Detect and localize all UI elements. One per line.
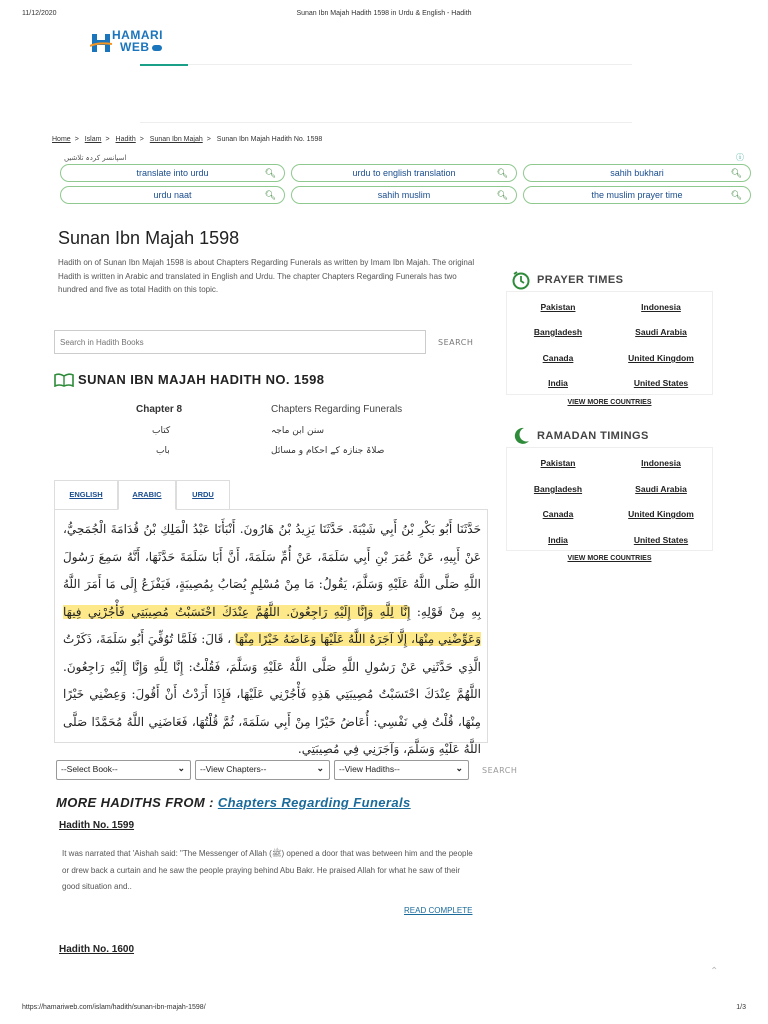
- logo-dot: [152, 45, 162, 51]
- ad-pill-sahih-muslim[interactable]: [291, 186, 517, 204]
- ramadan-timings-title: RAMADAN TIMINGS: [537, 430, 649, 442]
- ramadan-country-bangladesh[interactable]: Bangladesh: [533, 484, 583, 494]
- breadcrumb-islam[interactable]: Islam: [84, 136, 102, 143]
- select-chapters-value: --View Chapters--: [200, 764, 267, 774]
- bab-label: باب: [156, 446, 170, 456]
- arabic-text-part1: حَدَّثَنَا أَبُو بَكْرِ بْنُ أَبِي شَيْبَةَ. حَدَّثَنَا يَزِيدُ بْنُ هَارُونَ. أَنْبَأَنَا عَبْدُ الْمَلِكِ بْنُ قُدَامَةَ الْجُمَحِيُّ، عَنْ أَبِيهِ، عَنْ عُمَرَ بْنِ أَبِي سَلَمَةَ، عَنْ أُمِّ سَلَمَةَ، أَنَّ أَبَا سَلَمَةَ حَدَّثَهَا، أَنَّهُ سَمِعَ رَسُولَ اللَّهِ صَلَّى اللَّهُ عَلَيْهِ وَسَلَّمَ، يَقُولُ: مَا مِنْ مُسْلِمٍ يُصَابُ بِمُصِيبَةٍ، فَيَفْزَعُ إِلَى مَا أَمَرَ اللَّهُ بِهِ مِنْ قَوْلِهِ:: [63, 522, 481, 619]
- prayer-country-united-states[interactable]: United States: [633, 378, 689, 388]
- more-hadiths-heading: [56, 795, 411, 810]
- prayer-country-canada[interactable]: Canada: [542, 353, 574, 363]
- select-book-value: --Select Book--: [61, 764, 118, 774]
- nav-divider: [140, 64, 632, 65]
- breadcrumb-hadith[interactable]: Hadith: [115, 136, 136, 143]
- arabic-hadith-text: [63, 516, 481, 764]
- ramadan-country-pakistan[interactable]: Pakistan: [540, 458, 576, 468]
- tab-arabic[interactable]: ARABIC: [118, 480, 176, 510]
- breadcrumb-sep: >: [139, 136, 144, 143]
- ad-info-icon[interactable]: ⓘ: [736, 153, 744, 162]
- search-icon: 🔍︎: [496, 168, 508, 178]
- crescent-moon-icon: [511, 426, 531, 446]
- ad-pill-label: urdu to english translation: [352, 168, 456, 178]
- ad-pill-label: the muslim prayer time: [591, 190, 683, 200]
- sponsored-label: اسپانسر کردہ تلاشیں: [64, 154, 127, 162]
- site-logo[interactable]: [90, 26, 170, 56]
- selector-search-button[interactable]: SEARCH: [482, 766, 518, 775]
- prayer-country-united-kingdom[interactable]: United Kingdom: [628, 353, 694, 363]
- logo-line1: HAMARI: [112, 28, 163, 42]
- chapter-name: Chapters Regarding Funerals: [271, 404, 403, 415]
- kitab-label: کتاب: [152, 426, 171, 436]
- prayer-times-title: PRAYER TIMES: [537, 274, 624, 286]
- prayer-country-india[interactable]: India: [548, 378, 568, 388]
- prayer-country-bangladesh[interactable]: Bangladesh: [533, 327, 583, 337]
- select-book[interactable]: [56, 760, 191, 780]
- prayer-country-pakistan[interactable]: Pakistan: [540, 302, 576, 312]
- scroll-to-top-icon[interactable]: ⌃: [710, 966, 719, 977]
- breadcrumb-sep: >: [105, 136, 110, 143]
- ramadan-country-saudi-arabia[interactable]: Saudi Arabia: [635, 484, 687, 494]
- hadith-1600-link[interactable]: Hadith No. 1600: [59, 944, 135, 955]
- bab-value: صلاۃ جنازہ کے احکام و مسائل: [271, 446, 385, 456]
- hadith-1599-link[interactable]: Hadith No. 1599: [59, 820, 135, 831]
- search-icon: 🔍︎: [730, 190, 742, 200]
- ad-pill-urdu-naat[interactable]: [60, 186, 285, 204]
- ad-pill-label: urdu naat: [153, 190, 192, 200]
- prayer-view-more-link[interactable]: VIEW MORE COUNTRIES: [567, 399, 652, 406]
- select-chapters[interactable]: [195, 760, 330, 780]
- ad-pill-label: sahih muslim: [377, 190, 431, 200]
- hadith-heading-text: SUNAN IBN MAJAH HADITH NO. 1598: [78, 372, 325, 387]
- chevron-down-icon: ⌄: [177, 763, 185, 773]
- print-title: Sunan Ibn Majah Hadith 1598 in Urdu & English - Hadith: [296, 10, 472, 17]
- breadcrumb-home[interactable]: Home: [52, 136, 71, 143]
- more-hadiths-prefix: MORE HADITHS FROM :: [56, 795, 214, 810]
- ramadan-view-more-link[interactable]: VIEW MORE COUNTRIES: [567, 555, 652, 562]
- search-icon: 🔍︎: [730, 168, 742, 178]
- chevron-down-icon: ⌄: [316, 763, 324, 773]
- prayer-country-indonesia[interactable]: Indonesia: [641, 302, 681, 312]
- ramadan-country-united-states[interactable]: United States: [633, 535, 689, 545]
- clock-icon: [511, 270, 531, 290]
- ad-pill-urdu-to-english[interactable]: [291, 164, 517, 182]
- breadcrumb-sep: >: [206, 136, 211, 143]
- search-button[interactable]: SEARCH: [438, 338, 474, 347]
- more-hadiths-chapter-link[interactable]: Chapters Regarding Funerals: [217, 795, 411, 810]
- chapter-label: Chapter 8: [136, 404, 183, 415]
- ramadan-country-india[interactable]: India: [548, 535, 568, 545]
- ad-divider: [140, 122, 632, 123]
- page-intro: Hadith on of Sunan Ibn Majah 1598 is about Chapters Regarding Funerals as written by Imam Ibn Majah. The original Hadith is written in Arabic and translated in English and Urdu. The chapter Chapters Regarding Funerals has two hundred and five as total Hadith on this topic.: [58, 258, 475, 294]
- ad-pill-label: sahih bukhari: [610, 168, 664, 178]
- print-date: 11/12/2020: [22, 10, 57, 17]
- breadcrumb-sep: >: [74, 136, 79, 143]
- page-title: Sunan Ibn Majah 1598: [58, 228, 240, 248]
- tab-urdu[interactable]: URDU: [176, 480, 230, 510]
- breadcrumb-current: Sunan Ibn Majah Hadith No. 1598: [216, 136, 323, 143]
- tab-english[interactable]: ENGLISH: [54, 480, 118, 510]
- open-book-icon: [54, 373, 74, 387]
- breadcrumb: [52, 136, 322, 143]
- search-icon: 🔍︎: [264, 168, 276, 178]
- select-hadiths[interactable]: [334, 760, 469, 780]
- hadith-heading: [54, 372, 324, 387]
- prayer-country-saudi-arabia[interactable]: Saudi Arabia: [635, 327, 687, 337]
- ramadan-country-united-kingdom[interactable]: United Kingdom: [628, 509, 694, 519]
- logo-line2: WEB: [120, 40, 150, 54]
- print-page-number: 1/3: [736, 1004, 746, 1011]
- arabic-text-panel: [54, 509, 488, 756]
- chevron-down-icon: ⌄: [455, 763, 463, 773]
- search-icon: 🔍︎: [264, 190, 276, 200]
- print-url: https://hamariweb.com/islam/hadith/sunan-ibn-majah-1598/: [22, 1004, 206, 1011]
- ad-pill-translate-into-urdu[interactable]: [60, 164, 285, 182]
- breadcrumb-book[interactable]: Sunan Ibn Majah: [149, 136, 203, 143]
- ramadan-country-canada[interactable]: Canada: [542, 509, 574, 519]
- logo-icon: [90, 30, 114, 54]
- kitab-value: سنن ابن ماجہ: [271, 426, 325, 436]
- arabic-text-part2: ، قَالَ: فَلَمَّا تُوُفِّيَ أَبُو سَلَمَةَ، ذَكَرْتُ الَّذِي حَدَّثَنِي عَنْ رَسُولِ اللَّهِ صَلَّى اللَّهُ عَلَيْهِ وَسَلَّمَ، فَقُلْتُ: إِنَّا لِلَّهِ وَإِنَّا إِلَيْهِ رَاجِعُونَ. اللَّهُمَّ عِنْدَكَ احْتَسَبْتُ مُصِيبَتِي هَذِهِ فَأْجُرْنِي عَلَيْهَا، فَإِذَا أَرَدْتُ أَنْ أَقُولَ: وَعِضْنِي خَيْرًا مِنْهَا، قُلْتُ فِي نَفْسِي: أُعَاضُ خَيْرًا مِنْ أَبِي سَلَمَةَ، ثُمَّ قُلْتُهَا، فَعَاضَنِي اللَّهُ مُحَمَّدًا صَلَّى اللَّهُ عَلَيْهِ وَسَلَّمَ، وَآجَرَنِي فِي مُصِيبَتِي.: [63, 632, 481, 756]
- logo-line2-wrap: [120, 40, 162, 54]
- arabic-text-highlight: إِنَّا لِلَّهِ وَإِنَّا إِلَيْهِ رَاجِعُونَ. اللَّهُمَّ عِنْدَكَ احْتَسَبْتُ مُصِيبَتِي فَأْجُرْنِي فِيهَا وَعَوِّضْنِي مِنْهَا، إِلَّا آجَرَهُ اللَّهُ عَلَيْهَا وَعَاضَهُ خَيْرًا مِنْهَا: [63, 604, 482, 646]
- ad-pill-muslim-prayer-time[interactable]: [523, 186, 751, 204]
- select-hadiths-value: --View Hadiths--: [339, 764, 400, 774]
- read-complete-link[interactable]: READ COMPLETE: [404, 906, 473, 915]
- search-icon: 🔍︎: [496, 190, 508, 200]
- hadith-search-input[interactable]: [54, 330, 426, 354]
- ramadan-country-indonesia[interactable]: Indonesia: [641, 458, 681, 468]
- hadith-1599-excerpt: It was narrated that 'Aishah said: "The Messenger of Allah (ﷺ) opened a door that was between him and the people or drew back a curtain and he saw the people praying behind Abu Bakr. He praised Allah for what he saw of their good situation and..: [62, 849, 473, 891]
- nav-accent: [140, 64, 188, 66]
- ad-pill-label: translate into urdu: [136, 168, 209, 178]
- ad-pill-sahih-bukhari[interactable]: [523, 164, 751, 182]
